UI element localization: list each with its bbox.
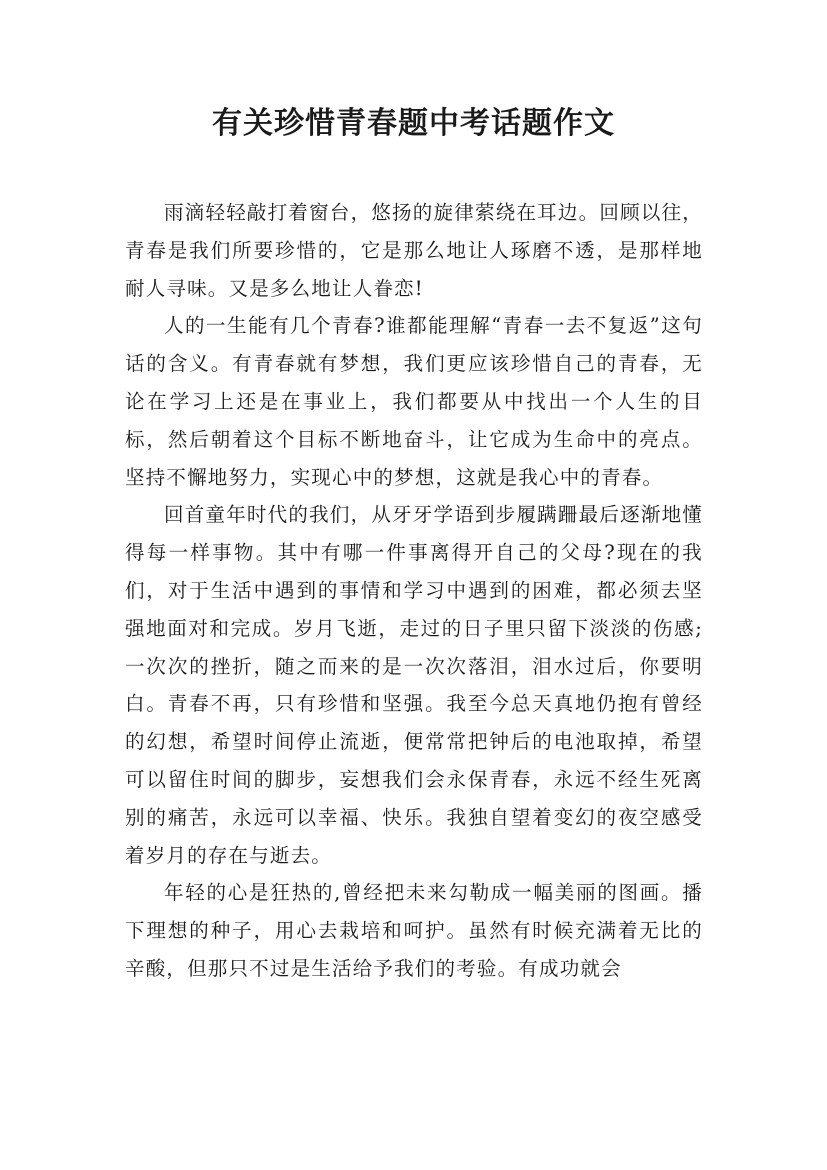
paragraph-2: 人的一生能有几个青春?谁都能理解“青春一去不复返”这句话的含义。有青春就有梦想，我们更应该珍惜自己的青春，无论在学习上还是在事业上，我们都要从中找出一个人生的目标，然后朝着这个目标不断地奋斗，让它成为生命中的亮点。坚持不懈地努力，实现心中的梦想，这就是我心中的青春。: [125, 314, 703, 489]
paragraph-3: 回首童年时代的我们，从牙牙学语到步履蹒跚最后逐渐地懂得每一样事物。其中有哪一件事离得开自己的父母?现在的我们，对于生活中遇到的事情和学习中遇到的困难，都必须去坚强地面对和完成。岁月飞逝，走过的日子里只留下淡淡的伤感;一次次的挫折，随之而来的是一次次落泪，泪水过后，你要明白。青春不再，只有珍惜和坚强。我至今总天真地仍抱有曾经的幻想，希望时间停止流逝，便常常把钟后的电池取掉，希望可以留住时间的脚步，妄想我们会永保青春，永远不经生死离别的痛苦，永远可以幸福、快乐。我独自望着变幻的夜空感受着岁月的存在与逝去。: [125, 503, 703, 867]
document-body: [125, 194, 703, 988]
paragraph-1: 雨滴轻轻敲打着窗台，悠扬的旋律萦绕在耳边。回顾以往，青春是我们所要珍惜的，它是那么地让人琢磨不透，是那样地耐人寻味。又是多么地让人眷恋!: [125, 201, 703, 300]
document-title: 有关珍惜青春题中考话题作文: [212, 106, 615, 141]
paragraph-4: 年轻的心是狂热的,曾经把未来勾勒成一幅美丽的图画。播下理想的种子，用心去栽培和呵护。虽然有时候充满着无比的辛酸，但那只不过是生活给予我们的考验。有成功就会: [125, 881, 703, 980]
